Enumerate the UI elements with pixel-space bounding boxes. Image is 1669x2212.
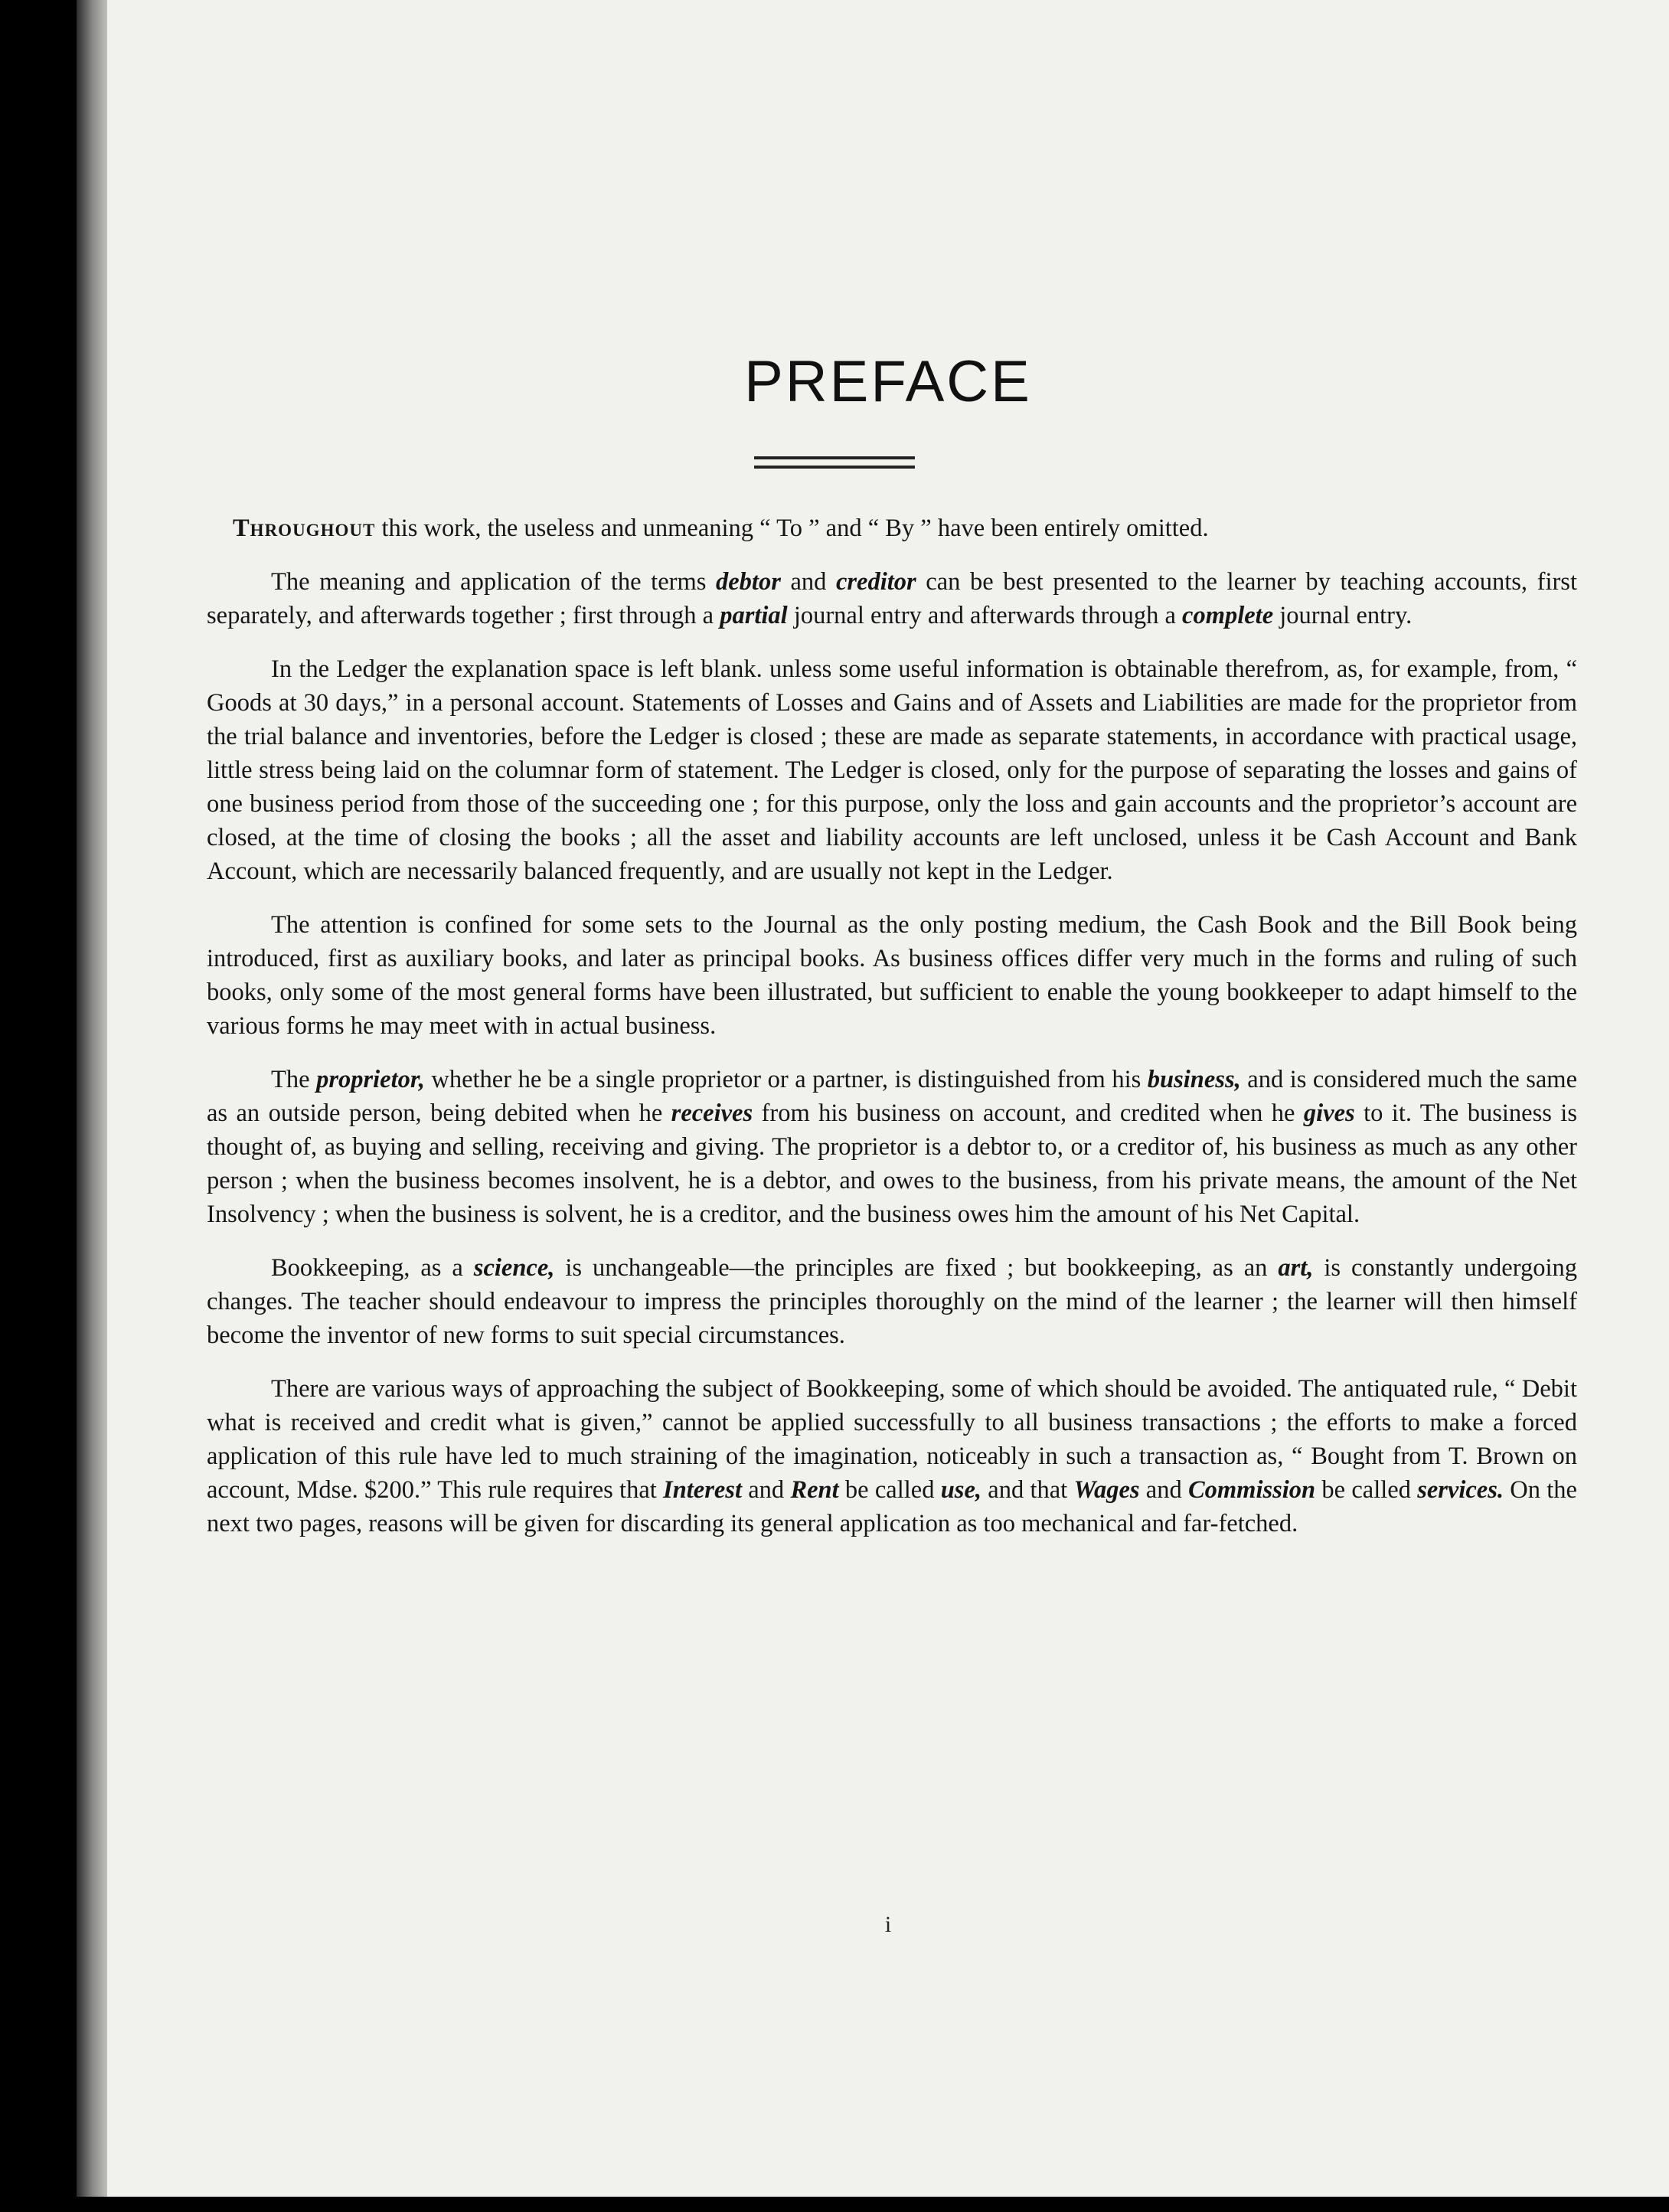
paragraph-6 <box>207 1251 1577 1352</box>
text-run: can be best presented to the learner by teaching accounts, first separately, and afterwards together ; first through a <box>207 568 1577 629</box>
page-number: i <box>884 1912 892 1937</box>
emphasis: services. <box>1417 1476 1504 1504</box>
text-run: and that <box>981 1476 1074 1504</box>
title-double-rule <box>754 456 915 469</box>
emphasis: use, <box>940 1476 981 1504</box>
emphasis: debtor <box>715 568 781 596</box>
paragraph-1 <box>207 511 1577 545</box>
paragraph-5 <box>207 1063 1577 1231</box>
paragraph-4: The attention is confined for some sets to the Journal as the only posting medium, the Cash Book and the Bill Book being introduced, first as auxiliary books, and later as principal books. As business offices differ very much in the forms and ruling of such books, only some of the most general forms have been illustrated, but sufficient to enable the young bookkeeper to adapt himself to the various forms he may meet with in actual business. <box>207 911 1577 1040</box>
emphasis: receives <box>671 1099 753 1127</box>
text-run: is unchangeable—the principles are fixed ; but bookkeeping, as an <box>554 1254 1279 1282</box>
emphasis: business, <box>1147 1066 1241 1093</box>
text-run: and <box>741 1476 791 1504</box>
paragraph-1-lead: Throughout <box>233 515 376 542</box>
paragraph-3: In the Ledger the explanation space is left blank. unless some useful information is obtainable therefrom, as, for example, from, “ Goods at 30 days,” in a personal account. Statements of Losses and Gains and of Assets and Liabilities are made for the proprietor from the trial balance and inventories, before the Ledger is closed ; these are made as separate statements, in accordance with practical usage, little stress being laid on the columnar form of statement. The Ledger is closed, only for the purpose of separating the losses and gains of one business period from those of the succeeding one ; for this purpose, only the loss and gain accounts and the proprietor’s account are closed, at the time of closing the books ; all the asset and liability accounts are left unclosed, unless it be Cash Account and Bank Account, which are necessarily balanced frequently, and are usually not kept in the Ledger. <box>207 655 1577 885</box>
emphasis: Interest <box>663 1476 742 1504</box>
preface-body <box>207 511 1577 1560</box>
text-run: whether he be a single proprietor or a partner, is distinguished from his <box>424 1066 1148 1093</box>
text-run: The meaning and application of the terms <box>271 568 716 596</box>
text-run: The <box>271 1066 317 1093</box>
text-run: be called <box>1315 1476 1418 1504</box>
text-run: There are various ways of approaching the subject of Bookkeeping, some of which should be avoided. The antiquated rule, “ Debit what is received and credit what is given,” cannot be applied successfully to all business transactions ; the efforts to make a forced application of this rule have led to much straining of the imagination, noticeably in such a transaction as, “ Bought from T. Brown on account, Mdse. $200.” This rule requires that <box>207 1375 1577 1504</box>
text-run: journal entry and afterwards through a <box>787 602 1183 629</box>
emphasis: Commission <box>1187 1476 1316 1504</box>
paragraph-7 <box>207 1372 1577 1541</box>
page-title: PREFACE <box>744 349 1032 414</box>
emphasis: Rent <box>790 1476 839 1504</box>
text-run: is constantly undergoing changes. The teacher should endeavour to impress the principles thoroughly on the mind of the learner ; the learner will then himself become the inventor of new forms to suit special circumstances. <box>207 1254 1577 1349</box>
emphasis: science, <box>473 1254 555 1282</box>
text-run: On the next two pages, reasons will be given for discarding its general application as too mechanical and far-fetched. <box>207 1476 1577 1537</box>
text-run: and <box>780 568 836 596</box>
document-page <box>107 0 1669 2212</box>
text-run: be called <box>838 1476 941 1504</box>
emphasis: complete <box>1182 602 1274 629</box>
emphasis: Wages <box>1073 1476 1140 1504</box>
emphasis: art, <box>1278 1254 1314 1282</box>
text-run: journal entry. <box>1273 602 1413 629</box>
text-run: Bookkeeping, as a <box>271 1254 474 1282</box>
emphasis: creditor <box>835 568 916 596</box>
text-run: from his business on account, and credited when he <box>753 1099 1304 1127</box>
text-run: and <box>1139 1476 1188 1504</box>
text-run: to it. The business is thought of, as buying and selling, receiving and giving. The proprietor is a debtor to, or a creditor of, his business as much as any other person ; when the business becomes insolvent, he is a debtor, and owes to the business, from his private means, the amount of the Net Insolvency ; when the business is solvent, he is a creditor, and the business owes him the amount of his Net Capital. <box>207 1099 1577 1228</box>
emphasis: partial <box>720 602 788 629</box>
emphasis: gives <box>1303 1099 1355 1127</box>
emphasis: proprietor, <box>316 1066 425 1093</box>
paragraph-1-text: this work, the useless and unmeaning “ To ” and “ By ” have been entirely omitted. <box>375 515 1209 542</box>
scan-border-bottom <box>0 2197 1669 2212</box>
paragraph-2 <box>207 565 1577 632</box>
text-run: and is considered much the same as an outside person, being debited when he <box>207 1066 1577 1127</box>
